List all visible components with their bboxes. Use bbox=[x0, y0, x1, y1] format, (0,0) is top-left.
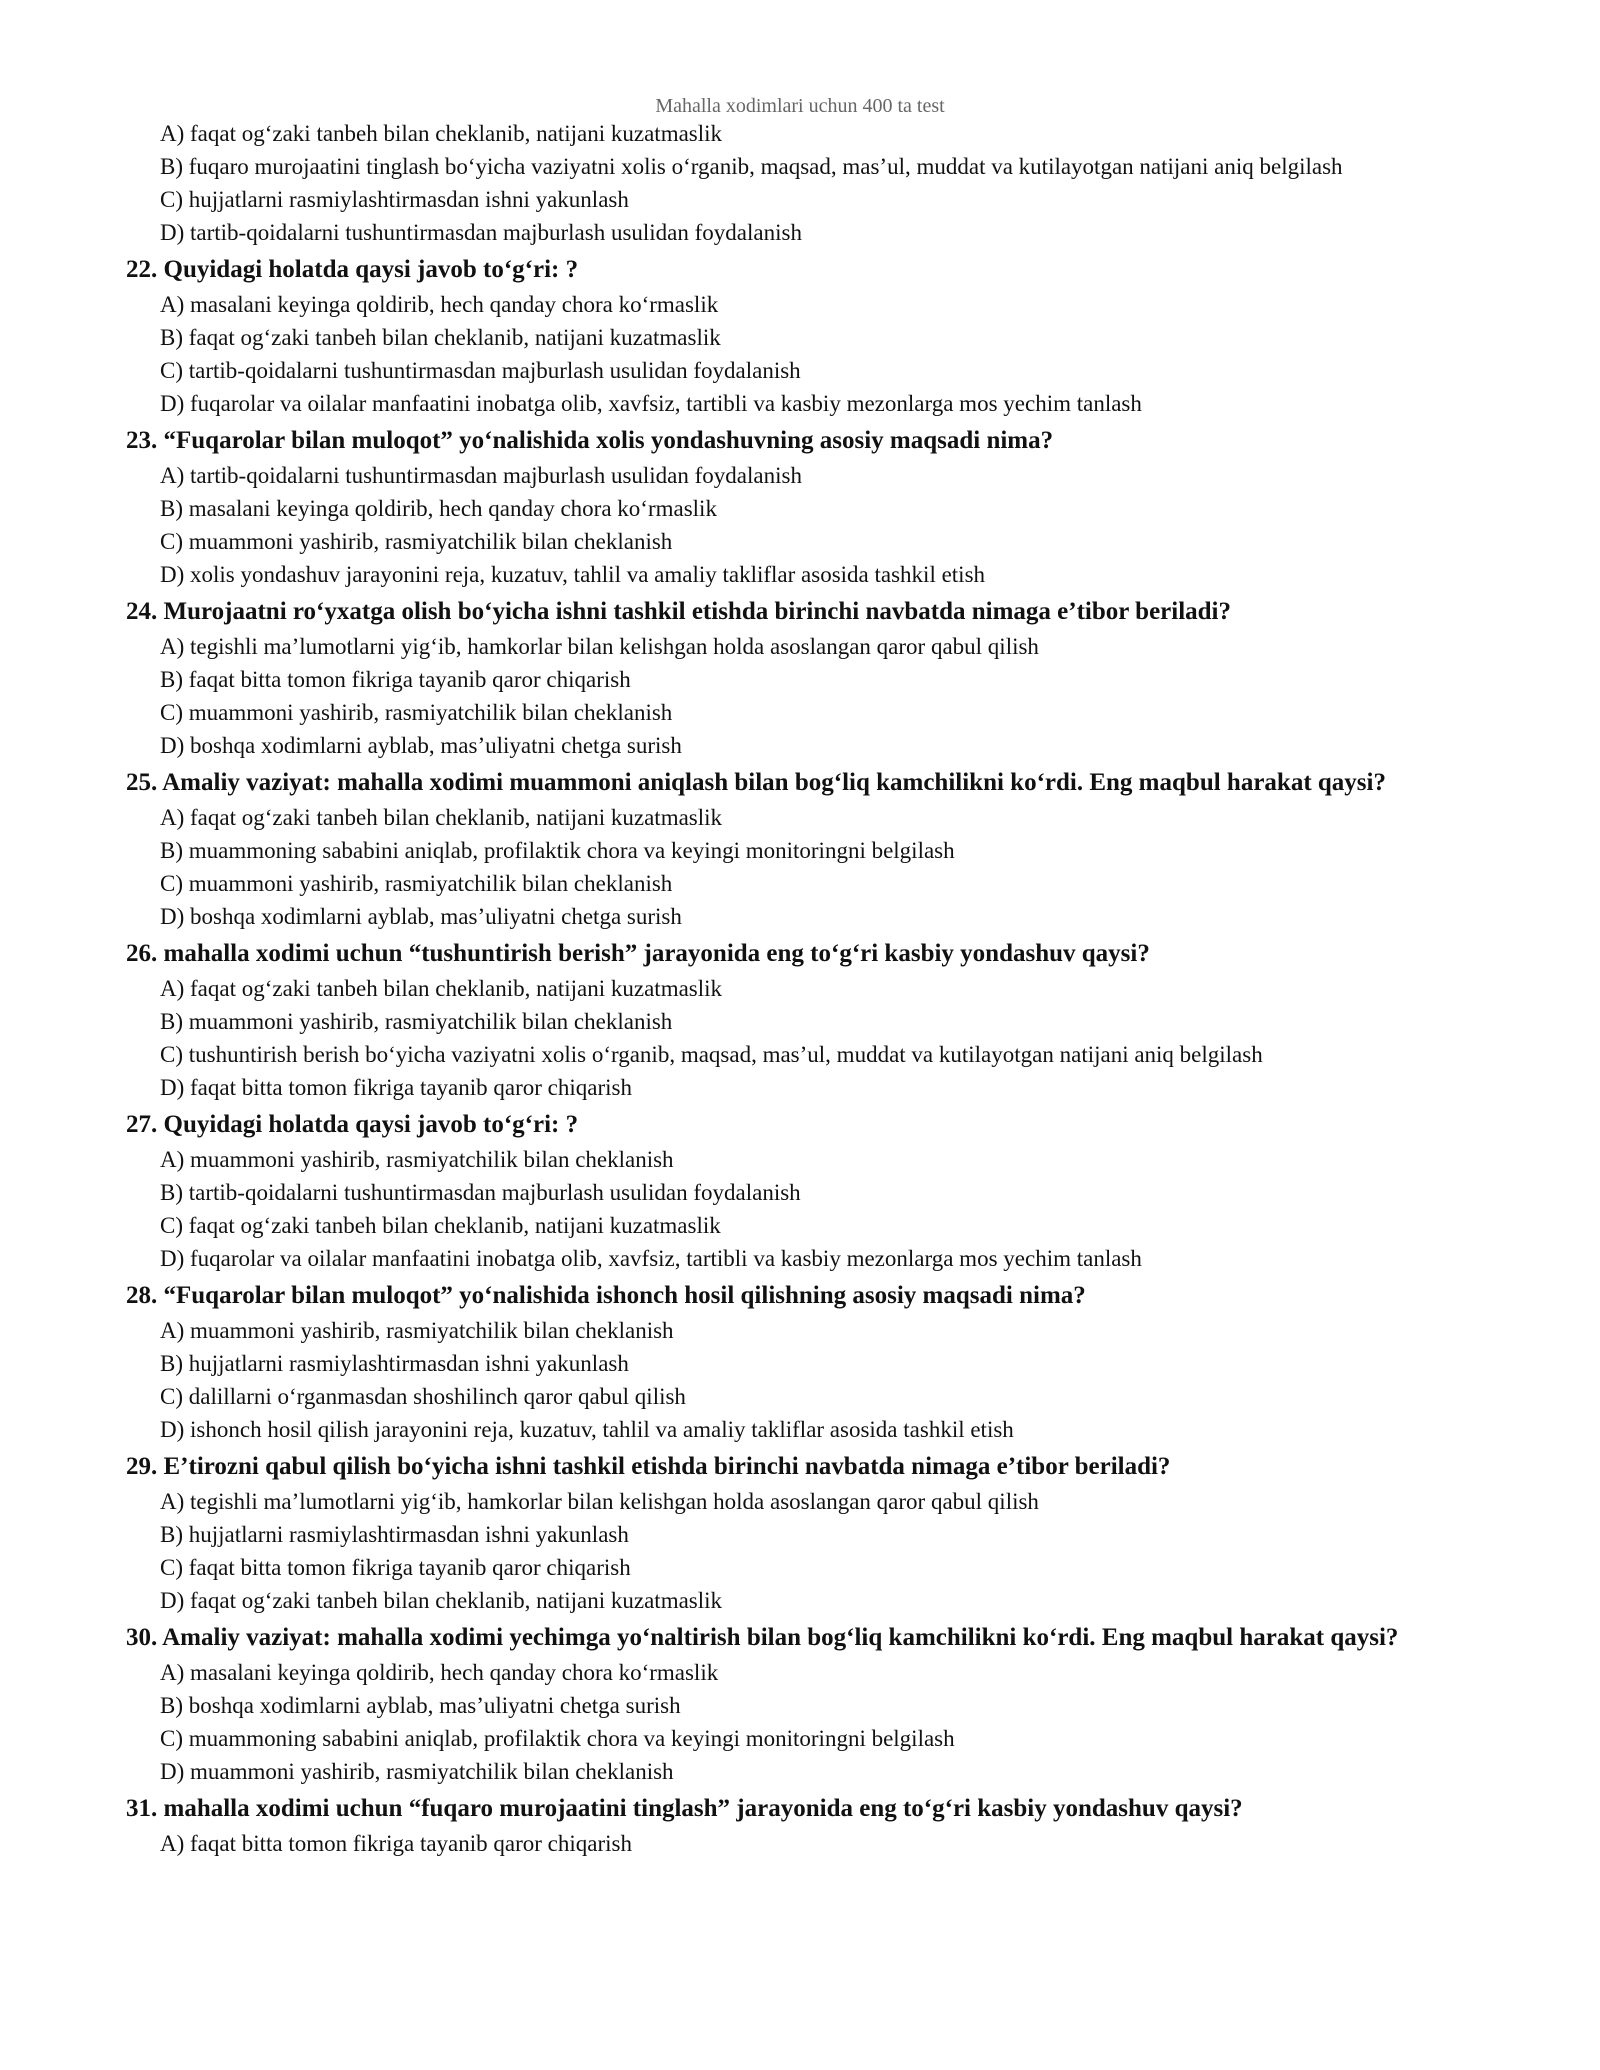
answer-option: C) faqat og‘zaki tanbeh bilan cheklanib, natijani kuzatmaslik bbox=[160, 1213, 721, 1238]
question-text: 27. Quyidagi holatda qaysi javob to‘g‘ri: ? bbox=[126, 1111, 579, 1138]
answer-option: A) tegishli ma’lumotlarni yig‘ib, hamkorlar bilan kelishgan holda asoslangan qaror qabul qilish bbox=[160, 634, 1039, 659]
answer-option: B) faqat bitta tomon fikriga tayanib qaror chiqarish bbox=[160, 667, 631, 692]
answer-option: D) faqat og‘zaki tanbeh bilan cheklanib, natijani kuzatmaslik bbox=[160, 1588, 723, 1613]
answer-option: B) muammoning sababini aniqlab, profilaktik chora va keyingi monitoringni belgilash bbox=[160, 838, 955, 863]
answer-option: C) tushuntirish berish bo‘yicha vaziyatni xolis o‘rganib, maqsad, mas’ul, muddat va kutilayotgan natijani aniq belgilash bbox=[160, 1042, 1263, 1067]
answer-option: A) faqat og‘zaki tanbeh bilan cheklanib, natijani kuzatmaslik bbox=[160, 121, 723, 146]
answer-option: A) faqat og‘zaki tanbeh bilan cheklanib, natijani kuzatmaslik bbox=[160, 976, 723, 1001]
answer-option: A) faqat bitta tomon fikriga tayanib qaror chiqarish bbox=[160, 1831, 632, 1856]
answer-option: A) tegishli ma’lumotlarni yig‘ib, hamkorlar bilan kelishgan holda asoslangan qaror qabul qilish bbox=[160, 1489, 1039, 1514]
answer-option: D) fuqarolar va oilalar manfaatini inobatga olib, xavfsiz, tartibli va kasbiy mezonlarga mos yechim tanlash bbox=[160, 391, 1142, 416]
answer-option: B) hujjatlarni rasmiylashtirmasdan ishni yakunlash bbox=[160, 1522, 629, 1547]
answer-option: D) fuqarolar va oilalar manfaatini inobatga olib, xavfsiz, tartibli va kasbiy mezonlarga mos yechim tanlash bbox=[160, 1246, 1142, 1271]
answer-option: A) muammoni yashirib, rasmiyatchilik bilan cheklanish bbox=[160, 1147, 674, 1172]
answer-option: C) muammoning sababini aniqlab, profilaktik chora va keyingi monitoringni belgilash bbox=[160, 1726, 955, 1751]
question-text: 31. mahalla xodimi uchun “fuqaro murojaatini tinglash” jarayonida eng to‘g‘ri kasbiy yondashuv qaysi? bbox=[126, 1795, 1243, 1822]
answer-option: C) muammoni yashirib, rasmiyatchilik bilan cheklanish bbox=[160, 700, 673, 725]
question-text: 24. Murojaatni ro‘yxatga olish bo‘yicha ishni tashkil etishda birinchi navbatda nimaga e’tibor beriladi? bbox=[126, 598, 1232, 625]
answer-option: B) tartib-qoidalarni tushuntirmasdan majburlash usulidan foydalanish bbox=[160, 1180, 801, 1205]
answer-option: C) muammoni yashirib, rasmiyatchilik bilan cheklanish bbox=[160, 871, 673, 896]
answer-option: C) dalillarni o‘rganmasdan shoshilinch qaror qabul qilish bbox=[160, 1384, 686, 1409]
answer-option: B) masalani keyinga qoldirib, hech qanday chora ko‘rmaslik bbox=[160, 496, 717, 521]
answer-option: A) muammoni yashirib, rasmiyatchilik bilan cheklanish bbox=[160, 1318, 674, 1343]
answer-option: A) faqat og‘zaki tanbeh bilan cheklanib, natijani kuzatmaslik bbox=[160, 805, 723, 830]
question-text: 30. Amaliy vaziyat: mahalla xodimi yechimga yo‘naltirish bilan bog‘liq kamchilikni ko‘rdi. Eng maqbul harakat qaysi? bbox=[126, 1624, 1399, 1651]
answer-option: A) tartib-qoidalarni tushuntirmasdan majburlash usulidan foydalanish bbox=[160, 463, 802, 488]
question-text: 22. Quyidagi holatda qaysi javob to‘g‘ri: ? bbox=[126, 256, 579, 283]
answer-option: B) fuqaro murojaatini tinglash bo‘yicha vaziyatni xolis o‘rganib, maqsad, mas’ul, muddat va kutilayotgan natijani aniq belgilash bbox=[160, 154, 1343, 179]
answer-option: B) boshqa xodimlarni ayblab, mas’uliyatni chetga surish bbox=[160, 1693, 681, 1718]
answer-option: B) faqat og‘zaki tanbeh bilan cheklanib, natijani kuzatmaslik bbox=[160, 325, 721, 350]
page-header: Mahalla xodimlari uchun 400 ta test bbox=[655, 95, 945, 117]
answer-option: D) ishonch hosil qilish jarayonini reja, kuzatuv, tahlil va amaliy takliflar asosida tashkil etish bbox=[160, 1417, 1014, 1442]
question-text: 23. “Fuqarolar bilan muloqot” yo‘nalishida xolis yondashuvning asosiy maqsadi nima? bbox=[126, 427, 1054, 454]
answer-option: D) faqat bitta tomon fikriga tayanib qaror chiqarish bbox=[160, 1075, 632, 1100]
answer-option: D) boshqa xodimlarni ayblab, mas’uliyatni chetga surish bbox=[160, 733, 682, 758]
answer-option: C) hujjatlarni rasmiylashtirmasdan ishni yakunlash bbox=[160, 187, 629, 212]
answer-option: D) tartib-qoidalarni tushuntirmasdan majburlash usulidan foydalanish bbox=[160, 220, 802, 245]
answer-option: A) masalani keyinga qoldirib, hech qanday chora ko‘rmaslik bbox=[160, 1660, 719, 1685]
answer-option: C) faqat bitta tomon fikriga tayanib qaror chiqarish bbox=[160, 1555, 631, 1580]
question-text: 28. “Fuqarolar bilan muloqot” yo‘nalishida ishonch hosil qilishning asosiy maqsadi nima? bbox=[126, 1282, 1086, 1309]
answer-option: A) masalani keyinga qoldirib, hech qanday chora ko‘rmaslik bbox=[160, 292, 719, 317]
question-text: 26. mahalla xodimi uchun “tushuntirish berish” jarayonida eng to‘g‘ri kasbiy yondashuv qaysi? bbox=[126, 940, 1150, 967]
answer-option: C) tartib-qoidalarni tushuntirmasdan majburlash usulidan foydalanish bbox=[160, 358, 801, 383]
question-list bbox=[126, 117, 1456, 1860]
answer-option: D) boshqa xodimlarni ayblab, mas’uliyatni chetga surish bbox=[160, 904, 682, 929]
question-text: 29. E’tirozni qabul qilish bo‘yicha ishni tashkil etishda birinchi navbatda nimaga e’tibor beriladi? bbox=[126, 1453, 1171, 1480]
answer-option: C) muammoni yashirib, rasmiyatchilik bilan cheklanish bbox=[160, 529, 673, 554]
answer-option: D) muammoni yashirib, rasmiyatchilik bilan cheklanish bbox=[160, 1759, 674, 1784]
answer-option: B) hujjatlarni rasmiylashtirmasdan ishni yakunlash bbox=[160, 1351, 629, 1376]
question-text: 25. Amaliy vaziyat: mahalla xodimi muammoni aniqlash bilan bog‘liq kamchilikni ko‘rdi. Eng maqbul harakat qaysi? bbox=[126, 769, 1386, 796]
answer-option: D) xolis yondashuv jarayonini reja, kuzatuv, tahlil va amaliy takliflar asosida tashkil etish bbox=[160, 562, 986, 587]
answer-option: B) muammoni yashirib, rasmiyatchilik bilan cheklanish bbox=[160, 1009, 673, 1034]
